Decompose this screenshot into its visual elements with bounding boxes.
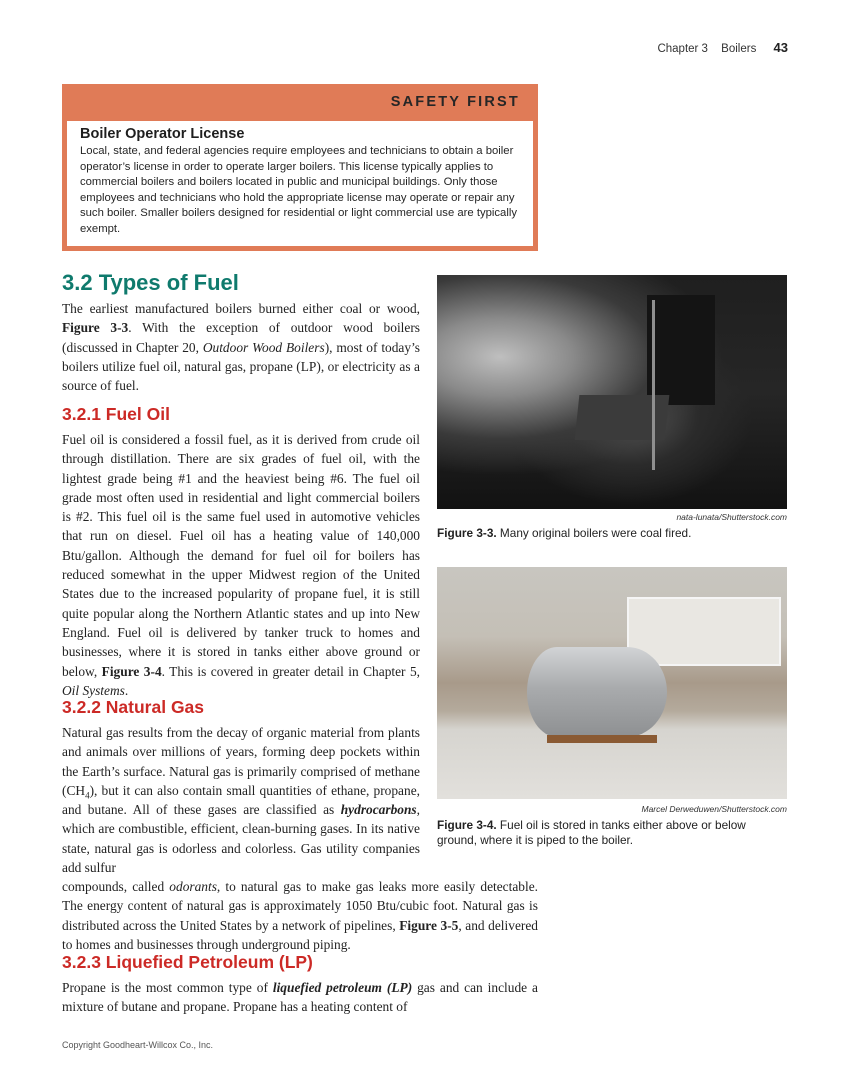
safety-body: Local, state, and federal agencies require employees and technicians to obtain a boiler operator’s license in order to operate larger boilers. This license typically applies to commercial boilers and boilers located in public and municipal buildings. Only those employees and technicians who hold the appropriate license may operate or repair any such boiler. Smaller boilers designed for residential or light commercial use are typically exempt. — [80, 145, 518, 235]
door-shape — [647, 295, 715, 405]
section-3-2-3-body — [62, 978, 538, 1017]
text: Fuel oil is considered a fossil fuel, as it is derived from crude oil through distillation. There are six grades of fuel oil, with the lightest grade being #1 and the heaviest being #6. The fuel oil grade most often used in residential and light commercial boilers is #2. This fuel oil is the same fuel used in automotive vehicles that run on diesel. Fuel oil has a heating value of 140,000 Btu/gallon. Although the demand for fuel oil for boilers has reduced somewhat in the upper Midwest region of the United States due to the increased popularity of propane fuel, it is still quite popular along the Northern Atlantic states and up into New England. Fuel oil is delivered by tanker truck to homes and businesses, where it is stored in tanks either above ground or below, — [62, 432, 420, 679]
text: . This is covered in greater detail in Chapter 5, — [161, 663, 420, 679]
figure-reference: Figure 3-4 — [101, 663, 162, 679]
section-3-2-2-body — [62, 723, 420, 877]
key-term: liquefied petroleum (LP) — [272, 980, 413, 995]
text: The earliest manufactured boilers burned either coal or wood, — [62, 301, 420, 316]
figure-3-4-photo — [437, 567, 787, 799]
paragraph — [62, 299, 420, 395]
text: Propane is the most common type of — [62, 980, 273, 995]
safety-content — [67, 121, 533, 246]
wooden-skid-shape — [547, 735, 657, 743]
page-number: 43 — [773, 40, 788, 55]
figure-3-3-caption — [437, 526, 787, 541]
figure-3-4-caption — [437, 818, 787, 848]
safety-title: Boiler Operator License — [80, 126, 245, 142]
section-heading-3-2-1: 3.2.1 Fuel Oil — [62, 404, 170, 424]
figure-reference: Figure 3-3 — [62, 320, 129, 336]
figure-reference: Figure 3-5 — [399, 917, 459, 933]
text: compounds, called — [62, 879, 170, 894]
running-header — [657, 40, 788, 55]
wheelbarrow-shape — [575, 395, 670, 440]
photo-credit: Marcel Derweduwen/Shutterstock.com — [641, 804, 787, 814]
section-heading-3-2-2: 3.2.2 Natural Gas — [62, 697, 205, 717]
figure-label: Figure 3-3. — [437, 526, 497, 540]
paragraph — [62, 877, 538, 954]
key-term: hydrocarbons — [340, 802, 417, 818]
chapter-title: Boilers — [721, 43, 757, 55]
section-3-2-1-body — [62, 430, 420, 700]
subscript: 4 — [85, 790, 90, 801]
figure-label: Figure 3-4. — [437, 818, 497, 832]
paragraph — [62, 978, 538, 1017]
italic-term: odorants — [169, 879, 217, 894]
paragraph — [62, 723, 420, 877]
text: ), most of today’s boilers utilize fuel oil, natural gas, propane (LP), or electricity as a source of fuel. — [62, 339, 421, 394]
section-3-2-body — [62, 299, 420, 395]
section-3-2-2-body-wide — [62, 877, 538, 954]
paragraph — [62, 430, 420, 700]
photo-credit: nata-lunata/Shutterstock.com — [676, 512, 787, 522]
text: . With the exception of outdoor wood boilers (discussed in Chapter 20, — [62, 320, 420, 355]
text: , to natural gas to make gas leaks more easily detectable. The energy content of natural gas is approximately 1050 Btu/cubic foot. Natural gas is distributed across the United States by a network of pipelines, — [62, 879, 538, 933]
text: , and delivered to homes and businesses through underground piping. — [62, 917, 538, 952]
shovel-shape — [652, 300, 655, 470]
oil-tank-shape — [527, 647, 667, 737]
italic-title: Outdoor Wood Boilers — [202, 339, 325, 355]
text: Natural gas results from the decay of organic material from plants and animals over millions of years, forming deep pockets within the Earth’s surface. Natural gas is primarily comprised of methane (CH — [62, 725, 420, 798]
italic-title: Oil Systems — [62, 682, 125, 698]
safety-first-box — [62, 84, 538, 251]
copyright-footer: Copyright Goodheart-Willcox Co., Inc. — [62, 1040, 214, 1050]
text: . — [124, 682, 129, 698]
figure-3-3-photo — [437, 275, 787, 509]
text: gas and can include a mixture of butane and propane. Propane has a heating content of — [62, 980, 538, 1015]
text: ), but it can also contain small quantities of ethane, propane, and butane. All of these gases are classified as — [62, 782, 420, 818]
section-heading-3-2: 3.2 Types of Fuel — [62, 270, 239, 295]
section-heading-3-2-3: 3.2.3 Liquefied Petroleum (LP) — [62, 952, 313, 972]
text: , which are combustible, efficient, clean-burning gases. In its native state, natural gas is odorless and colorless. Gas utility companies add sulfur — [62, 802, 420, 876]
chapter-label: Chapter 3 — [657, 43, 708, 55]
caption-text: Fuel oil is stored in tanks either above or below ground, where it is piped to the boiler. — [437, 818, 746, 847]
caption-text: Many original boilers were coal fired. — [496, 526, 692, 540]
safety-banner: SAFETY FIRST — [390, 94, 520, 110]
